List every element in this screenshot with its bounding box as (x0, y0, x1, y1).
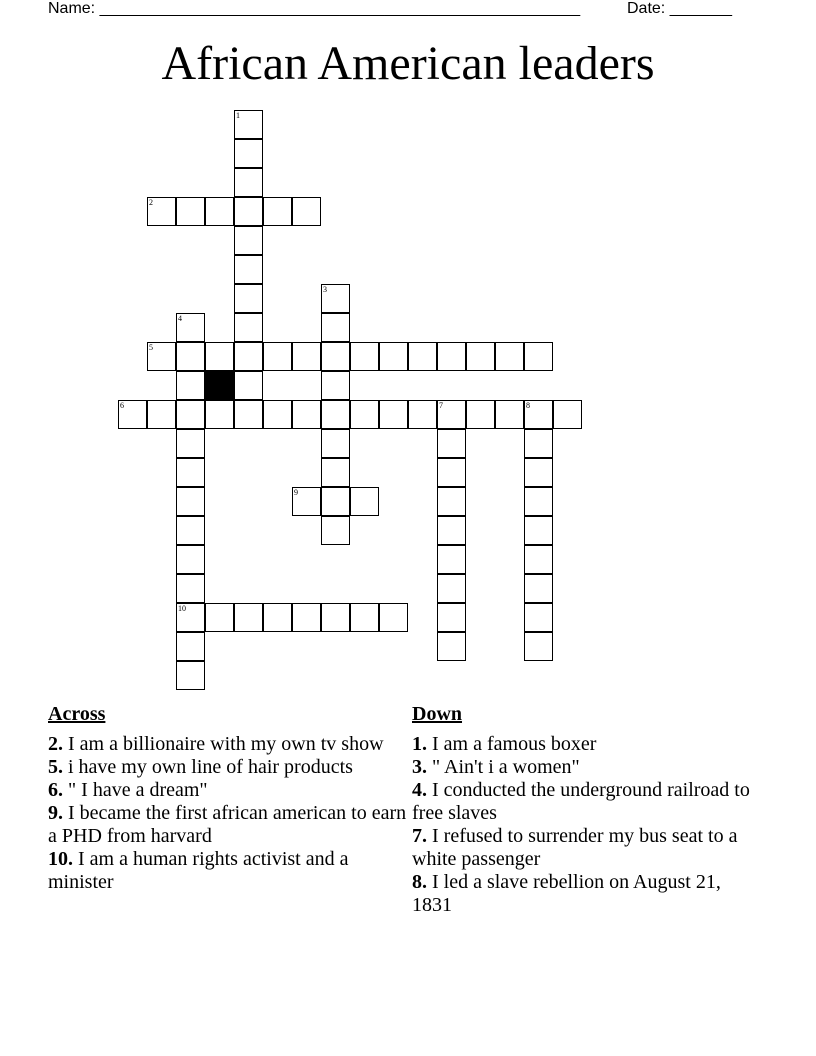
across-clue (48, 756, 408, 779)
grid-cell[interactable] (292, 197, 321, 226)
grid-cell[interactable] (379, 342, 408, 371)
clue-text: I became the first african american to earn a PHD from harvard (48, 802, 407, 847)
clue-text: I am a human rights activist and a minister (48, 848, 349, 893)
clue-number: 8. (412, 871, 427, 893)
clue-text: I am a billionaire with my own tv show (63, 733, 384, 755)
grid-cell[interactable] (234, 371, 263, 400)
grid-cell[interactable] (350, 400, 379, 429)
cell-number: 2 (149, 198, 153, 207)
grid-cell[interactable] (437, 400, 466, 429)
down-clues (412, 703, 752, 917)
grid-cell[interactable] (234, 400, 263, 429)
grid-cell[interactable] (176, 313, 205, 342)
grid-cell[interactable] (553, 400, 582, 429)
cell-number: 9 (294, 488, 298, 497)
grid-cell[interactable] (408, 400, 437, 429)
across-heading: Across (48, 703, 106, 725)
grid-cell[interactable] (437, 545, 466, 574)
grid-cell[interactable] (350, 603, 379, 632)
grid-cell[interactable] (176, 197, 205, 226)
grid-cell[interactable] (524, 516, 553, 545)
clue-number: 2. (48, 733, 63, 755)
grid-cell[interactable] (466, 400, 495, 429)
grid-cell[interactable] (176, 661, 205, 690)
grid-cell[interactable] (176, 429, 205, 458)
grid-cell[interactable] (234, 139, 263, 168)
grid-cell[interactable] (176, 400, 205, 429)
grid-cell[interactable] (234, 255, 263, 284)
grid-cell[interactable] (524, 545, 553, 574)
grid-cell[interactable] (234, 284, 263, 313)
cell-number: 4 (178, 314, 182, 323)
down-clue (412, 733, 752, 756)
grid-cell[interactable] (205, 197, 234, 226)
cell-number: 3 (323, 285, 327, 294)
grid-cell[interactable] (437, 429, 466, 458)
grid-cell[interactable] (263, 400, 292, 429)
grid-cell[interactable] (176, 487, 205, 516)
grid-cell[interactable] (495, 342, 524, 371)
clue-number: 7. (412, 825, 427, 847)
clue-text: I am a famous boxer (427, 733, 597, 755)
grid-cell[interactable] (437, 342, 466, 371)
grid-cell[interactable] (495, 400, 524, 429)
grid-cell[interactable] (147, 342, 176, 371)
grid-cell[interactable] (524, 400, 553, 429)
grid-cell[interactable] (321, 371, 350, 400)
down-clue (412, 871, 752, 917)
clue-number: 3. (412, 756, 427, 778)
grid-cell[interactable] (176, 516, 205, 545)
grid-cell[interactable] (176, 545, 205, 574)
grid-cell[interactable] (524, 574, 553, 603)
grid-cell[interactable] (263, 342, 292, 371)
grid-cell[interactable] (176, 574, 205, 603)
grid-cell[interactable] (205, 342, 234, 371)
grid-cell[interactable] (350, 342, 379, 371)
grid-cell[interactable] (379, 400, 408, 429)
clue-text: I refused to surrender my bus seat to a white passenger (412, 825, 738, 870)
grid-cell[interactable] (321, 429, 350, 458)
grid-cell[interactable] (205, 400, 234, 429)
grid-cell[interactable] (176, 371, 205, 400)
clue-text: " Ain't i a women" (427, 756, 580, 778)
grid-cell[interactable] (437, 516, 466, 545)
grid-cell[interactable] (263, 197, 292, 226)
grid-cell[interactable] (234, 342, 263, 371)
grid-cell[interactable] (147, 400, 176, 429)
across-clues (48, 703, 408, 894)
clue-number: 6. (48, 779, 63, 801)
grid-block-cell (205, 371, 234, 400)
clue-number: 9. (48, 802, 63, 824)
date-field-line: Date: _______ (627, 0, 732, 17)
grid-cell[interactable] (437, 632, 466, 661)
grid-cell[interactable] (292, 487, 321, 516)
clue-text: i have my own line of hair products (63, 756, 353, 778)
grid-cell[interactable] (524, 603, 553, 632)
grid-cell[interactable] (466, 342, 495, 371)
grid-cell[interactable] (321, 284, 350, 313)
grid-cell[interactable] (321, 313, 350, 342)
grid-cell[interactable] (147, 197, 176, 226)
grid-cell[interactable] (234, 110, 263, 139)
clue-text: " I have a dream" (63, 779, 208, 801)
grid-cell[interactable] (234, 313, 263, 342)
page-title: African American leaders (161, 37, 655, 90)
down-clue (412, 825, 752, 871)
across-clue (48, 779, 408, 802)
grid-cell[interactable] (437, 458, 466, 487)
clue-text: I led a slave rebellion on August 21, 1831 (412, 871, 721, 916)
down-heading: Down (412, 703, 463, 725)
grid-cell[interactable] (292, 603, 321, 632)
down-clue (412, 756, 752, 779)
across-clue (48, 848, 408, 894)
clue-number: 4. (412, 779, 427, 801)
grid-cell[interactable] (437, 574, 466, 603)
grid-cell[interactable] (524, 342, 553, 371)
down-clue-list (412, 733, 752, 917)
across-clue (48, 733, 408, 756)
grid-cell[interactable] (234, 226, 263, 255)
grid-cell[interactable] (437, 487, 466, 516)
grid-cell[interactable] (321, 516, 350, 545)
grid-cell[interactable] (524, 632, 553, 661)
grid-cell[interactable] (176, 603, 205, 632)
grid-cell[interactable] (292, 342, 321, 371)
clue-number: 5. (48, 756, 63, 778)
grid-cell[interactable] (263, 603, 292, 632)
clue-text: I conducted the underground railroad to free slaves (412, 779, 750, 824)
grid-cell[interactable] (321, 458, 350, 487)
grid-cell[interactable] (176, 458, 205, 487)
grid-cell[interactable] (321, 603, 350, 632)
grid-cell[interactable] (524, 458, 553, 487)
grid-cell[interactable] (234, 603, 263, 632)
grid-cell[interactable] (524, 429, 553, 458)
grid-cell[interactable] (176, 632, 205, 661)
grid-cell[interactable] (234, 168, 263, 197)
clue-number: 10. (48, 848, 73, 870)
grid-cell[interactable] (234, 197, 263, 226)
clue-number: 1. (412, 733, 427, 755)
across-clue-list (48, 733, 408, 894)
across-clue (48, 802, 408, 848)
cell-number: 8 (526, 401, 530, 410)
down-clue (412, 779, 752, 825)
grid-cell[interactable] (176, 342, 205, 371)
grid-cell[interactable] (118, 400, 147, 429)
cell-number: 10 (178, 604, 186, 613)
grid-cell[interactable] (350, 487, 379, 516)
grid-cell[interactable] (379, 603, 408, 632)
grid-cell[interactable] (321, 400, 350, 429)
name-field-line: Name: ______________________________________________________ (48, 0, 581, 17)
grid-cell[interactable] (408, 342, 437, 371)
grid-cell[interactable] (437, 603, 466, 632)
cell-number: 1 (236, 111, 240, 120)
cell-number: 6 (120, 401, 124, 410)
grid-cell[interactable] (321, 487, 350, 516)
grid-cell[interactable] (524, 487, 553, 516)
cell-number: 5 (149, 343, 153, 352)
grid-cell[interactable] (205, 603, 234, 632)
cell-number: 7 (439, 401, 443, 410)
grid-cell[interactable] (292, 400, 321, 429)
grid-cell[interactable] (321, 342, 350, 371)
